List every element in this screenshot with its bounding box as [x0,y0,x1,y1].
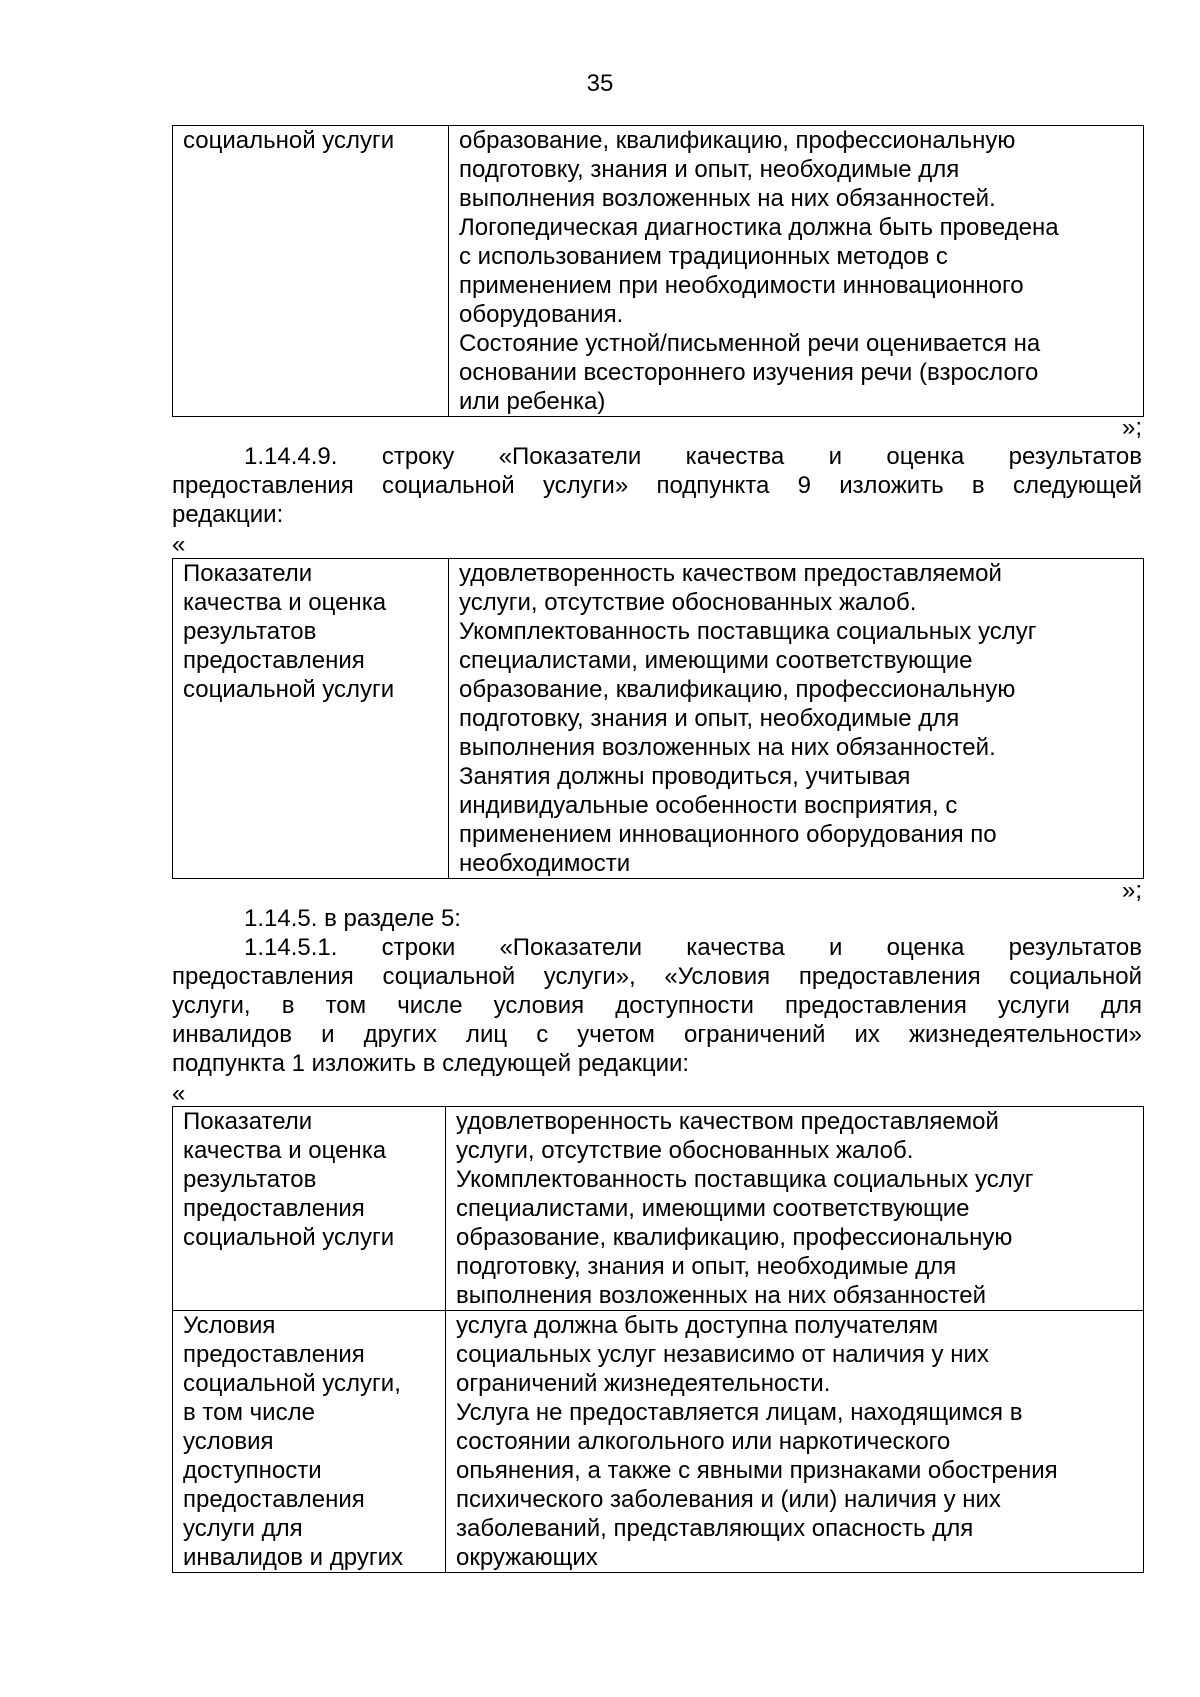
paragraph-1-14-5-1: 1.14.5.1. строки «Показатели качества и оценка результатов предоставления социальной услуги», «Условия предоставления социальной услуги, в том числе условия доступности предоставления услуги для инвалидов и других лиц с учетом ограничений их жизнедеятельности» подпункта 1 изложить в следующей редакции: [172,934,1142,1077]
table-quality-indicators [172,558,1144,879]
table-row [173,1311,1144,1573]
paragraph-1-14-4-9: 1.14.4.9. строку «Показатели качества и оценка результатов предоставления социальной услуги» подпункта 9 изложить в следующей редакции: [172,443,1142,528]
table-row [173,1107,1144,1311]
table-cell-label: социальной услуги [173,126,449,417]
table-row [173,126,1144,417]
table-cell-description: образование, квалификацию, профессиональную подготовку, знания и опыт, необходимые для выполнения возложенных на них обязанностей. Логопедическая диагностика должна быть проведена с использованием традиционных методов с применением при необходимости инновационного оборудования. Состояние устной/письменной речи оценивается на основании всестороннего изучения речи (взрослого или ребенка) [449,126,1144,417]
table-row [173,559,1144,879]
opening-quote: « [172,1080,186,1107]
table-cell-description: удовлетворенность качеством предоставляемой услуги, отсутствие обоснованных жалоб. Укомплектованность поставщика социальных услуг специалистами, имеющими соответствующие образование, квалификацию, профессиональную подготовку, знания и опыт, необходимые для выполнения возложенных на них обязанностей [446,1107,1144,1311]
table-cell-description: удовлетворенность качеством предоставляемой услуги, отсутствие обоснованных жалоб. Укомплектованность поставщика социальных услуг специалистами, имеющими соответствующие образование, квалификацию, профессиональную подготовку, знания и опыт, необходимые для выполнения возложенных на них обязанностей. Занятия должны проводиться, учитывая индивидуальные особенности восприятия, с применением инновационного оборудования по необходимости [449,559,1144,879]
table-conditions [172,1106,1144,1573]
table-cell-label: Показатели качества и оценка результатов предоставления социальной услуги [173,1107,446,1311]
closing-quote: »; [1121,414,1142,441]
opening-quote: « [172,531,186,558]
table-cell-label: Показатели качества и оценка результатов предоставления социальной услуги [173,559,449,879]
paragraph-1-14-5: 1.14.5. в разделе 5: [244,905,461,932]
table-cell-description: услуга должна быть доступна получателям социальных услуг независимо от наличия у них ограничений жизнедеятельности. Услуга не предоставляется лицам, находящимся в состоянии алкогольного или наркотического опьянения, а также с явными признаками обострения психического заболевания и (или) наличия у них заболеваний, представляющих опасность для окружающих [446,1311,1144,1573]
table-cell-label: Условия предоставления социальной услуги, в том числе условия доступности предоставления услуги для инвалидов и других [173,1311,446,1573]
table-continuation [172,125,1144,417]
closing-quote: »; [1121,877,1142,904]
page-number: 35 [586,70,614,97]
